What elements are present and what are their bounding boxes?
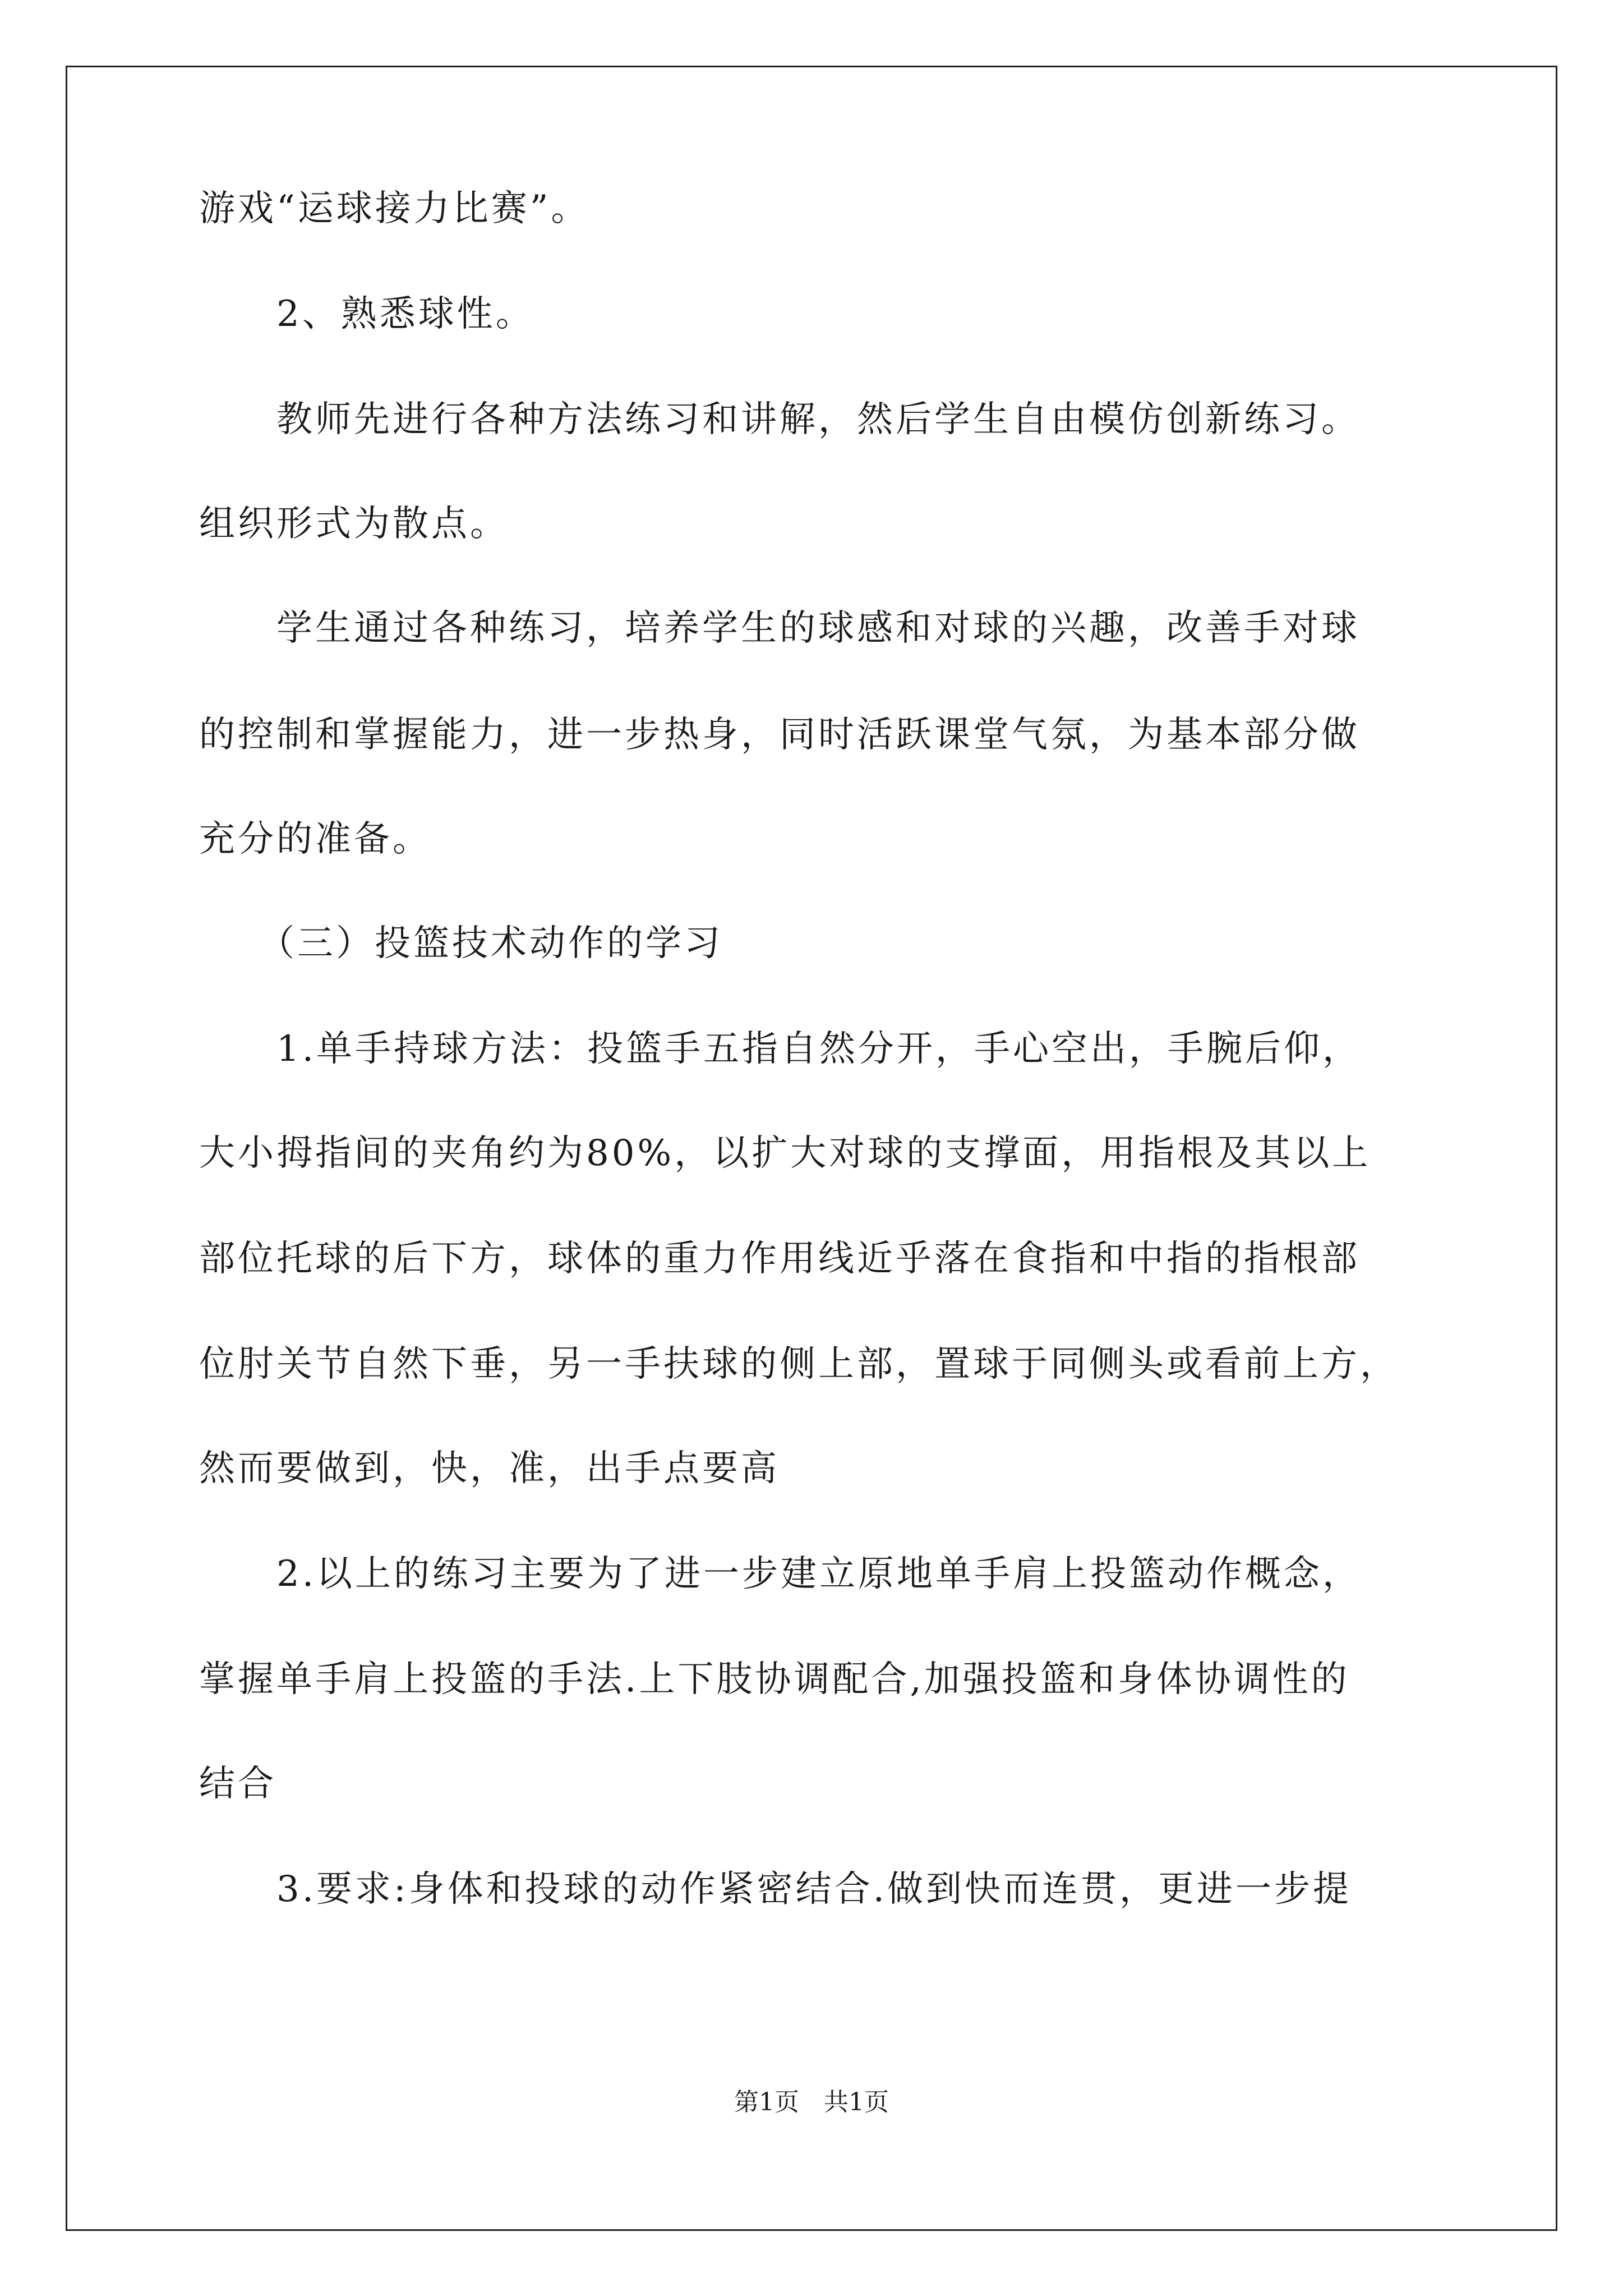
page-footer: 第1页 共1页: [734, 2088, 889, 2116]
text-line: 大小拇指间的夹角约为80%，以扩大对球的支撑面，用指根及其以上: [199, 1133, 1371, 1174]
text-line: 1.单手持球方法：投篮手五指自然分开，手心空出，手腕后仰，: [199, 1028, 1362, 1070]
text-line: 部位托球的后下方，球体的重力作用线近乎落在食指和中指的指根部: [199, 1238, 1360, 1280]
text-line: 3.要求:身体和投球的动作紧密结合.做到快而连贯，更进一步提: [199, 1869, 1352, 1910]
text-line: 游戏“运球接力比赛”。: [199, 188, 590, 229]
text-line: 教师先进行各种方法练习和讲解，然后学生自由模仿创新练习。: [199, 399, 1360, 440]
text-line: 掌握单手肩上投篮的手法.上下肢协调配合,加强投篮和身体协调性的: [199, 1659, 1350, 1700]
text-line: 充分的准备。: [199, 818, 431, 860]
text-line: 结合: [199, 1763, 276, 1805]
text-line: 学生通过各种练习，培养学生的球感和对球的兴趣，改善手对球: [199, 608, 1360, 649]
text-line: （三）投篮技术动作的学习: [199, 923, 723, 964]
text-line: 组织形式为散点。: [199, 503, 509, 545]
text-line: 2、熟悉球性。: [199, 293, 534, 335]
text-line: 的控制和掌握能力，进一步热身，同时活跃课堂气氛，为基本部分做: [199, 714, 1360, 756]
text-line: 2.以上的练习主要为了进一步建立原地单手肩上投篮动作概念，: [199, 1553, 1362, 1595]
text-line: 位肘关节自然下垂，另一手扶球的侧上部，置球于同侧头或看前上方，: [199, 1343, 1399, 1385]
text-line: 然而要做到，快，准，出手点要高: [199, 1448, 780, 1489]
